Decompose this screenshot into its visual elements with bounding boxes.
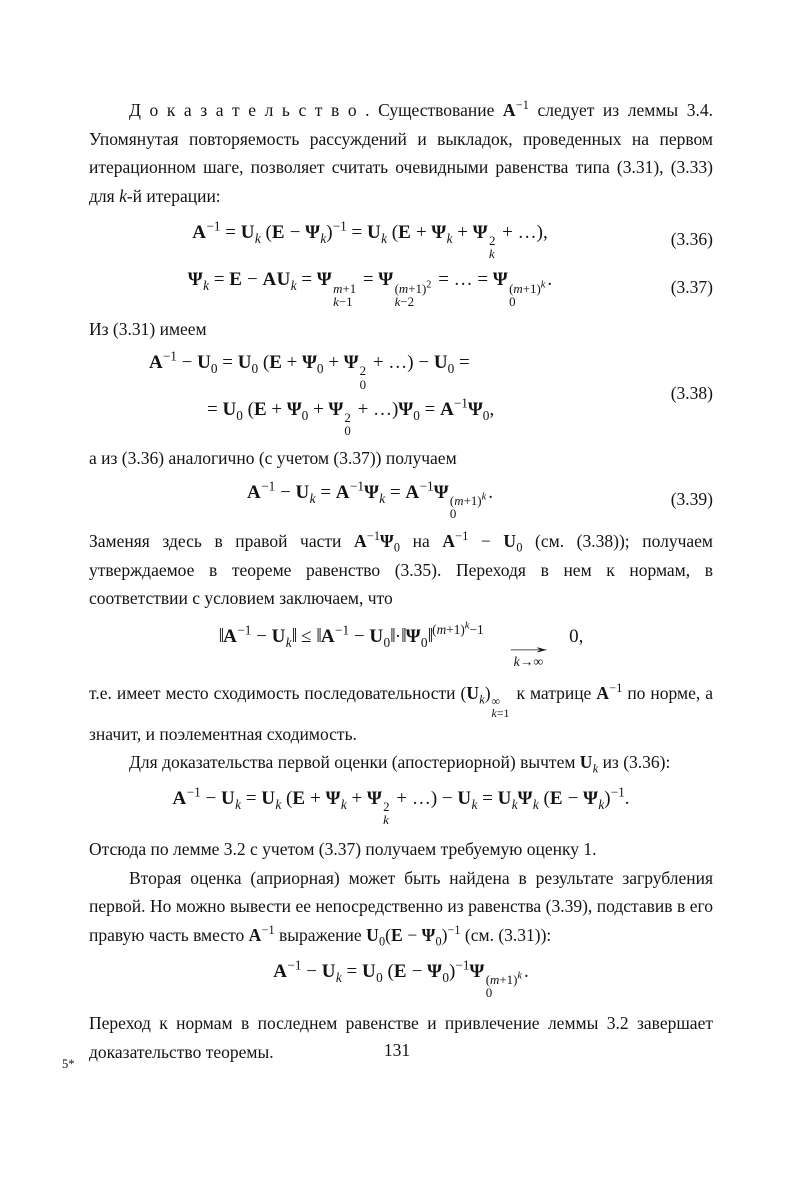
equation-3-37-label: (3.37) [670,276,713,297]
signature-mark: 5* [62,1057,75,1071]
paragraph-lemma-32: Отсюда по лемме 3.2 с учетом (3.37) получаем требуемую оценку 1. [89,839,597,860]
paragraph-second-estimate: Вторая оценка (априорная) может быть найдена в результате загрубления первой. Но можно вывести ее непосредственно из равенства (3.39), подставив в его правую часть вместо $A^{-1}$ выражение $U_0(E - \Psi_0)^{-1}$ (см. (3.31)): [89,867,713,949]
equation-3-38-line2: = $U_0$ ($E + \Psi_0 + \Psi$ 2 0 + $\dots)\Psi_0 = A^{-1}\Psi_0$, [207,395,495,439]
paragraph-conclusion: Переход к нормам в последнем равенстве и привлечение леммы 3.2 завершает доказательство теоремы. [89,1013,713,1062]
equation-3-39 [89,480,713,520]
equation-3-36-label: (3.36) [670,229,713,250]
equation-apriori-body: $A^{-1} - U_k = U_0$ $(E - \Psi_0)^{-1}\Psi$ $(m+1)^k$ 0 . [273,957,529,1001]
paragraph-from-331: Из (3.31) имеем [89,318,207,339]
equation-norm-inequality [89,620,713,670]
equation-3-37-body: $\Psi_k = E - AU_k = \Psi$ m+1 k−1 = Ψ $(m+1)^2$ k−2 = … = Ψ $(m+1)^k$ 0 . [187,269,553,309]
paragraph-from-336: а из (3.36) аналогично (с учетом (3.37)) получаем [89,448,457,469]
equation-aposteriori [89,786,713,826]
paragraph-replace-rhs: Заменяя здесь в правой части $A^{-1}\Psi_0$ на $A^{-1} - U_0$ (см. (3.38)); получаем утверждаемое в теореме равенство (3.35). Переходя в нем к нормам, в соответствии с условием заключаем, что [89,529,714,609]
equation-apriori [89,959,713,999]
equation-3-36 [89,220,713,260]
equation-3-37 [89,267,713,307]
equation-norm-inequality-body: $‖A^{-1}$ − $U_k‖$ ≤ $‖A^{-1}$ − $U_0‖\cdot‖\Psi_0‖^{(m+1)^k-1}$ → k→∞ 0, [218,620,584,670]
page-content [89,96,713,1066]
page-number: 131 [383,1040,411,1060]
equation-3-36-body: $A^{-1} = U_k$ $(E - \Psi_k)^{-1} = U_k$ ($E + \Psi_k + \Psi$ 2 k + …), [192,218,548,262]
equation-3-38-line1: $A^{-1} - U_0 = U_0$ ($E + \Psi_0 + \Psi$ 2 0 + …) − $U_0$ = [149,349,470,392]
equation-3-39-label: (3.39) [670,489,713,510]
equation-3-38-body [89,350,651,437]
equation-3-38-label: (3.38) [670,383,713,403]
equation-3-39-body: $A^{-1} - U_k = A^{-1}\Psi_k = A^{-1}\Psi$ $(m+1)^k$ 0 . [247,478,493,522]
paragraph-convergence: т.е. имеет место сходимость последовательности $(U_k)$ ∞ k=1 к матрице $A^{-1}$ по норме, а значит, и поэлементная сходимость. [89,680,713,744]
equation-3-38 [89,350,713,437]
paragraph-proof-intro: Д о к а з а т е л ь с т в о . Существование $A^{-1}$ следует из леммы 3.4. Упомянутая повторяемость рассуждений и выкладок, проведенных на первом итерационном шаге, позволяет считать очевидными равенства типа (3.31), (3.33) для k-й итерации: [89,98,714,206]
equation-aposteriori-body: $A^{-1} - U_k = U_k$ ($E + \Psi_k + \Psi$ 2 k + …) − $U_k = U_k\Psi_k$ $(E - \Psi_k)^{-1}$. [172,784,630,827]
paragraph-first-estimate: Для доказательства первой оценки (апостериорной) вычтем $U_k$ из (3.36): [129,752,671,776]
